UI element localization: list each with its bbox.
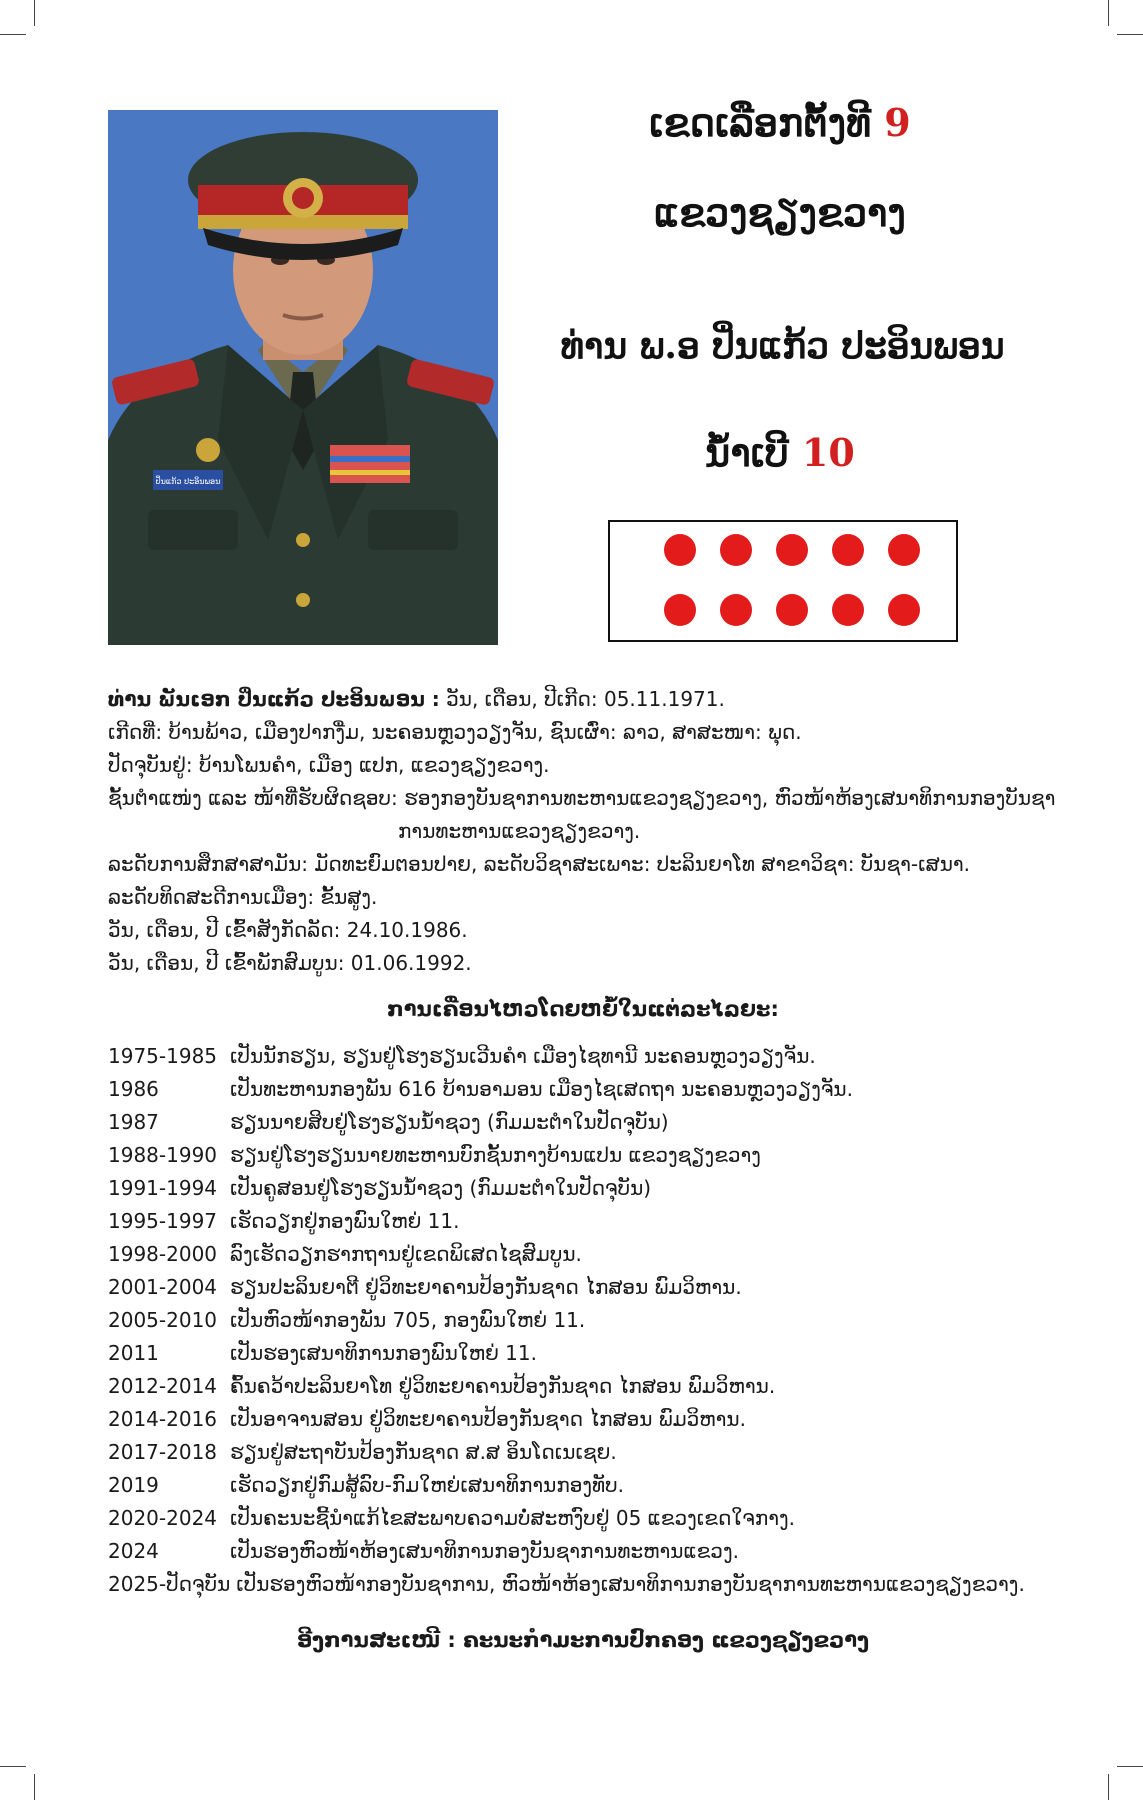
timeline-text: ຮຽນຢູ່ໂຮງຮຽນນາຍທະຫານບົກຊັ້ນກາງບ້ານແປນ ແຂວງຊຽງຂວາງ — [230, 1143, 761, 1167]
candidate-photo — [108, 110, 498, 645]
footer-source: ອີງການສະເໜີ : ຄະນະກໍາມະການປົກຄອງ ແຂວງຊຽງຂວາງ — [296, 1628, 870, 1652]
ballot-dot — [720, 534, 752, 566]
timeline-row — [108, 1139, 1068, 1172]
ballot-dot — [888, 594, 920, 626]
timeline-text: ເປັນຮອງເສນາທິການກອງພົນໃຫຍ່ 11. — [230, 1341, 537, 1365]
timeline-year: 2017-2018 — [108, 1440, 218, 1464]
timeline-text: ເຮັດວຽກຢູ່ກົມສູ້ລົບ-ກົມໃຫຍ່ເສນາທິການກອງທັບ. — [230, 1473, 625, 1497]
nametag-text: ປິ່ນແກ້ວ ປະອິນພອນ — [155, 477, 221, 486]
province-title: ແຂວງຊຽງຂວາງ — [654, 190, 906, 235]
timeline-row — [108, 1568, 1068, 1601]
timeline-text: ເປັນອາຈານສອນ ຢູ່ວິທະຍາຄານປ້ອງກັນຊາດ ໄກສອນ ພົມວິຫານ. — [230, 1407, 746, 1431]
ballot-dot — [720, 594, 752, 626]
timeline-year: 1987 — [108, 1110, 159, 1134]
timeline-year: 1988-1990 — [108, 1143, 218, 1167]
timeline-row — [108, 1073, 1068, 1106]
bio-political: ລະດັບທິດສະດີການເມືອງ: ຂັ້ນສູງ. — [108, 885, 378, 909]
timeline-title: ການເຄື່ອນໄຫວໂດຍຫຍໍ້ໃນແຕ່ລະໄລຍະ: — [387, 997, 779, 1021]
timeline-row — [108, 1304, 1068, 1337]
bio-residence: ປັດຈຸບັນຢູ່: ບ້ານໂພນຄໍາ, ເມືອງ ແປກ, ແຂວງຊຽງຂວາງ. — [108, 753, 550, 777]
crop-mark — [1117, 34, 1143, 35]
timeline-text: ເປັນຫົວໜ້າກອງພັນ 705, ກອງພົນໃຫຍ່ 11. — [230, 1308, 586, 1332]
timeline-year: 1991-1994 — [108, 1176, 218, 1200]
ballot-dot — [664, 534, 696, 566]
timeline-row — [108, 1205, 1068, 1238]
bio-name: ທ່ານ ພັນເອກ ປິ່ນແກ້ວ ປະອິນພອນ : — [108, 687, 440, 711]
timeline-row — [108, 1403, 1068, 1436]
ballot-dot — [664, 594, 696, 626]
timeline-year: 1998-2000 — [108, 1242, 218, 1266]
timeline-row — [108, 1469, 1068, 1502]
timeline-year: 1986 — [108, 1077, 159, 1101]
timeline-text: ເປັນຮອງຫົວໜ້າກອງບັນຊາການ, ຫົວໜ້າຫ້ອງເສນາທິການກອງບັນຊາການທະຫານແຂວງຊຽງຂວາງ. — [236, 1572, 1025, 1596]
timeline-year: 1975-1985 — [108, 1044, 218, 1068]
timeline-year: 2011 — [108, 1341, 159, 1365]
bio-party: ວັນ, ເດືອນ, ປີ ເຂົ້າພັກສົມບູນ: 01.06.1992. — [108, 951, 472, 975]
ballot-number-value: 10 — [801, 430, 855, 475]
bio-name-dob — [108, 683, 1058, 716]
ballot-dot — [776, 534, 808, 566]
timeline-year: 2024 — [108, 1539, 159, 1563]
timeline-text: ເປັນທະຫານກອງພັນ 616 ບ້ານອາມອນ ເມືອງໄຊເສດຖາ ນະຄອນຫຼວງວຽງຈັນ. — [230, 1077, 853, 1101]
ballot-dot — [832, 534, 864, 566]
timeline-text: ຮຽນຢູ່ສະຖາບັນປ້ອງກັນຊາດ ສ.ສ ອິນໂດເນເຊຍ. — [230, 1440, 617, 1464]
bio-position-cont: ການທະຫານແຂວງຊຽງຂວາງ. — [398, 819, 641, 843]
timeline-row — [108, 1337, 1068, 1370]
crop-mark — [0, 1766, 26, 1767]
bio-dob: ວັນ, ເດືອນ, ປີເກີດ: 05.11.1971. — [439, 687, 725, 711]
bio-birthplace: ເກີດທີ່: ບ້ານພ້າວ, ເມືອງປາກງື່ມ, ນະຄອນຫຼວງວຽງຈັນ, ຊົນເຜົ່າ: ລາວ, ສາສະໜາ: ພຸດ. — [108, 720, 802, 744]
ballot-number-title — [530, 430, 1030, 475]
timeline-text: ລົງເຮັດວຽກຮາກຖານຢູ່ເຂດພິເສດໄຊສົມບູນ. — [230, 1242, 582, 1266]
timeline-year: 2005-2010 — [108, 1308, 218, 1332]
timeline-year: 2012-2014 — [108, 1374, 218, 1398]
ballot-number-label: ນໍ້າເບີ — [705, 430, 789, 475]
bio-education: ລະດັບການສຶກສາສາມັນ: ມັດທະຍົມຕອນປາຍ, ລະດັບວິຊາສະເພາະ: ປະລິນຍາໂທ ສາຂາວິຊາ: ບັນຊາ-ເສນາ. — [108, 852, 971, 876]
timeline-text: ເຮັດວຽກຢູ່ກອງພົນໃຫຍ່ 11. — [230, 1209, 460, 1233]
timeline — [108, 1040, 1068, 1601]
district-label: ເຂດເລືອກຕັ້ງທີ — [649, 100, 872, 145]
crop-mark — [0, 34, 26, 35]
timeline-text: ເປັນຄະນະຊີ້ນໍາແກ້ໄຂສະພາບຄວາມບໍ່ສະຫງົບຢູ່ 05 ແຂວງເຂດໃຈກາງ. — [230, 1506, 796, 1530]
crop-mark — [1108, 0, 1109, 26]
crop-mark — [1108, 1774, 1109, 1800]
timeline-year: 2001-2004 — [108, 1275, 218, 1299]
ballot-dot — [832, 594, 864, 626]
crop-mark — [34, 1774, 35, 1800]
electoral-district-title — [530, 100, 1030, 145]
candidate-name: ທ່ານ ພ.ອ ປິ່ນແກ້ວ ປະອິນພອນ — [560, 325, 1005, 367]
bio-youth-union: ວັນ, ເດືອນ, ປີ ເຂົ້າສັງກັດລັດ: 24.10.1986. — [108, 918, 468, 942]
timeline-year: 2019 — [108, 1473, 159, 1497]
timeline-row — [108, 1436, 1068, 1469]
timeline-row — [108, 1106, 1068, 1139]
biography — [108, 683, 1058, 980]
timeline-year: 2025-ປັດຈຸບັນ — [108, 1572, 231, 1596]
ballot-dots-box — [608, 520, 958, 642]
portrait-illustration — [108, 110, 498, 645]
timeline-year: 1995-1997 — [108, 1209, 218, 1233]
timeline-year: 2020-2024 — [108, 1506, 218, 1530]
crop-mark — [34, 0, 35, 26]
timeline-text: ຄົ້ນຄວ້າປະລິນຍາໂທ ຢູ່ວິທະຍາຄານປ້ອງກັນຊາດ ໄກສອນ ພົມວິຫານ. — [230, 1374, 776, 1398]
timeline-row — [108, 1238, 1068, 1271]
ballot-dot — [776, 594, 808, 626]
timeline-text: ເປັນຮອງຫົວໜ້າຫ້ອງເສນາທິການກອງບັນຊາການທະຫານແຂວງ. — [230, 1539, 739, 1563]
timeline-row — [108, 1040, 1068, 1073]
timeline-row — [108, 1502, 1068, 1535]
timeline-text: ຮຽນປະລິນຍາຕີ ຢູ່ວິທະຍາຄານປ້ອງກັນຊາດ ໄກສອນ ພົມວິຫານ. — [230, 1275, 742, 1299]
crop-mark — [1117, 1766, 1143, 1767]
timeline-text: ຮຽນນາຍສິບຢູ່ໂຮງຮຽນນໍ້າຊວງ (ກົມມະຕໍາໃນປັດຈຸບັນ) — [230, 1110, 669, 1134]
timeline-row — [108, 1271, 1068, 1304]
bio-position: ຊັ້ນຕໍາແໜ່ງ ແລະ ໜ້າທີ່ຮັບຜິດຊອບ: ຮອງກອງບັນຊາການທະຫານແຂວງຊຽງຂວາງ, ຫົວໜ້າຫ້ອງເສນາທິການກອງບັນຊາ — [108, 786, 1056, 810]
timeline-row — [108, 1535, 1068, 1568]
district-number: 9 — [884, 100, 911, 145]
timeline-text: ເປັນຄູສອນຢູ່ໂຮງຮຽນນໍ້າຊວງ (ກົມມະຕໍາໃນປັດຈຸບັນ) — [230, 1176, 652, 1200]
timeline-text: ເປັນນັກຮຽນ, ຮຽນຢູ່ໂຮງຮຽນເວີນຄໍາ ເມືອງໄຊທານີ ນະຄອນຫຼວງວຽງຈັນ. — [230, 1044, 816, 1068]
ballot-dot — [888, 534, 920, 566]
timeline-row — [108, 1172, 1068, 1205]
timeline-year: 2014-2016 — [108, 1407, 218, 1431]
timeline-row — [108, 1370, 1068, 1403]
